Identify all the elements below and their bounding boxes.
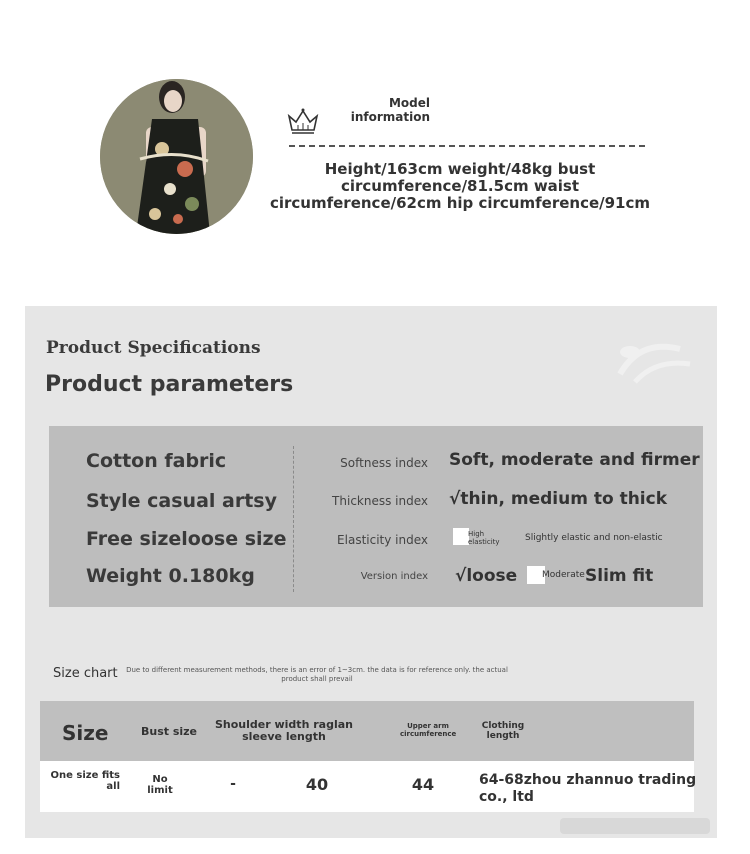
high-elasticity-label: High elasticity (468, 530, 500, 546)
th-size: Size (62, 721, 109, 745)
blurred-artifact (560, 818, 710, 834)
fabric-attr: Cotton fabric (86, 450, 227, 472)
dashed-divider (289, 145, 645, 147)
th-upper-arm: Upper arm circumference (400, 722, 457, 738)
product-parameters-title: Product parameters (45, 372, 294, 397)
model-info-title: Model information (350, 96, 430, 124)
th-shoulder: Shoulder width raglan sleeve length (215, 718, 353, 743)
th-bust: Bust size (140, 725, 198, 738)
td-shoulder: - (230, 776, 236, 792)
vertical-divider (293, 446, 294, 592)
size-chart-label: Size chart (53, 666, 118, 681)
size-chart-note: Due to different measurement methods, there is an error of 1~3cm. the data is for reference only. the actual product shall prevail (126, 666, 508, 683)
model-info-text: Height/163cm weight/48kg bust circumference/81.5cm waist circumference/62cm hip circumference/91cm (269, 160, 651, 212)
version-label: Version index (360, 571, 428, 582)
slightly-elastic-label: Slightly elastic and non-elastic (525, 533, 663, 543)
thickness-value: √thin, medium to thick (449, 489, 668, 509)
size-attr: Free sizeloose size (86, 528, 287, 550)
softness-label: Softness index (340, 456, 428, 470)
td-sleeve: 40 (305, 775, 329, 794)
size-table-header (40, 701, 694, 761)
thickness-label: Thickness index (332, 494, 428, 508)
decorative-watermark-icon (610, 334, 705, 394)
version-slim-fit: Slim fit (585, 566, 654, 586)
td-clothing-length: 64-68zhou zhannuo trading co., ltd (479, 772, 697, 805)
crown-icon (286, 106, 320, 136)
high-elasticity-checkbox (453, 528, 469, 545)
elasticity-label: Elasticity index (337, 533, 428, 547)
version-moderate: Moderate (542, 570, 585, 580)
model-photo (100, 79, 253, 234)
td-size: One size fits all (50, 770, 120, 792)
version-loose: √loose (455, 566, 518, 586)
td-upper-arm: 44 (411, 775, 435, 794)
softness-value: Soft, moderate and firmer (449, 450, 700, 470)
th-clothing-length: Clothing length (481, 721, 525, 741)
weight-attr: Weight 0.180kg (86, 565, 255, 587)
style-attr: Style casual artsy (86, 490, 278, 512)
td-bust: No limit (147, 774, 173, 796)
product-specifications-title: Product Specifications (46, 338, 261, 358)
